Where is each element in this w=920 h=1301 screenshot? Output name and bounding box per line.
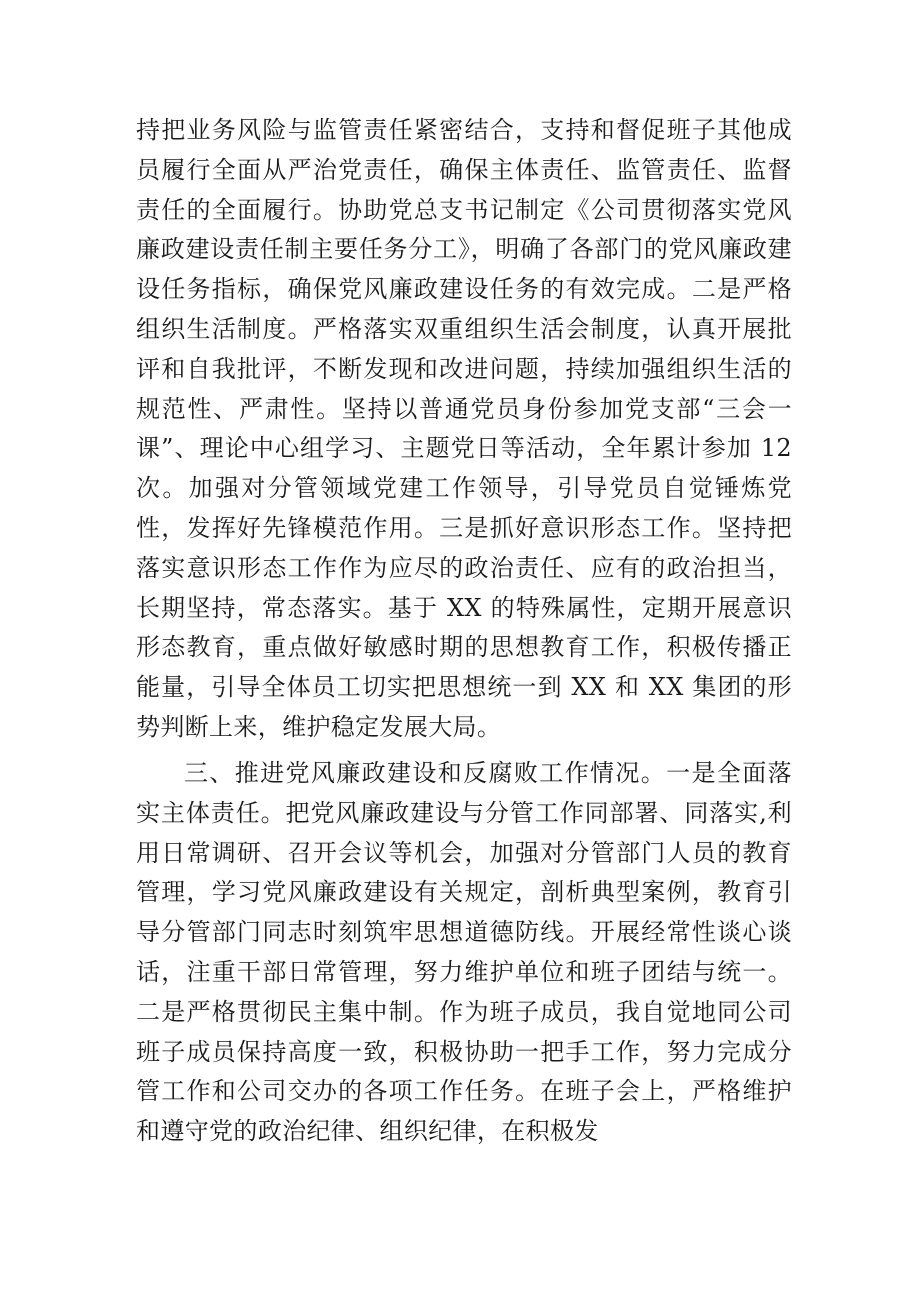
body-paragraph-1: 持把业务风险与监管责任紧密结合，支持和督促班子其他成员履行全面从严治党责任，确保主体责任、监管责任、监督责任的全面履行。协助党总支书记制定《公司贯彻落实党风廉政建设责任制主要任务分工》，明确了各部门的党风廉政建设任务指标，确保党风廉政建设任务的有效完成。二是严格组织生活制度。严格落实双重组织生活会制度，认真开展批评和自我批评，不断发现和改进问题，持续加强组织生活的规范性、严肃性。坚持以普通党员身份参加党支部“三会一课”、理论中心组学习、主题党日等活动，全年累计参加 12 次。加强对分管领域党建工作领导，引导党员自觉锤炼党性，发挥好先锋模范作用。三是抓好意识形态工作。坚持把落实意识形态工作作为应尽的政治责任、应有的政治担当，长期坚持，常态落实。基于 XX 的特殊属性，定期开展意识形态教育，重点做好敏感时期的思想教育工作，积极传播正能量，引导全体员工切实把思想统一到 XX 和 XX 集团的形势判断上来，维护稳定发展大局。 bbox=[136, 116, 792, 741]
body-paragraph-2: 三、推进党风廉政建设和反腐败工作情况。一是全面落实主体责任。把党风廉政建设与分管工作同部署、同落实,利用日常调研、召开会议等机会，加强对分管部门人员的教育管理，学习党风廉政建设有关规定，剖析典型案例，教育引导分管部门同志时刻筑牢思想道德防线。开展经常性谈心谈话，注重干部日常管理，努力维护单位和班子团结与统一。二是严格贯彻民主集中制。作为班子成员，我自觉地同公司班子成员保持高度一致，积极协助一把手工作，努力完成分管工作和公司交办的各项工作任务。在班子会上，严格维护和遵守党的政治纪律、组织纪律，在积极发 bbox=[136, 759, 792, 1146]
